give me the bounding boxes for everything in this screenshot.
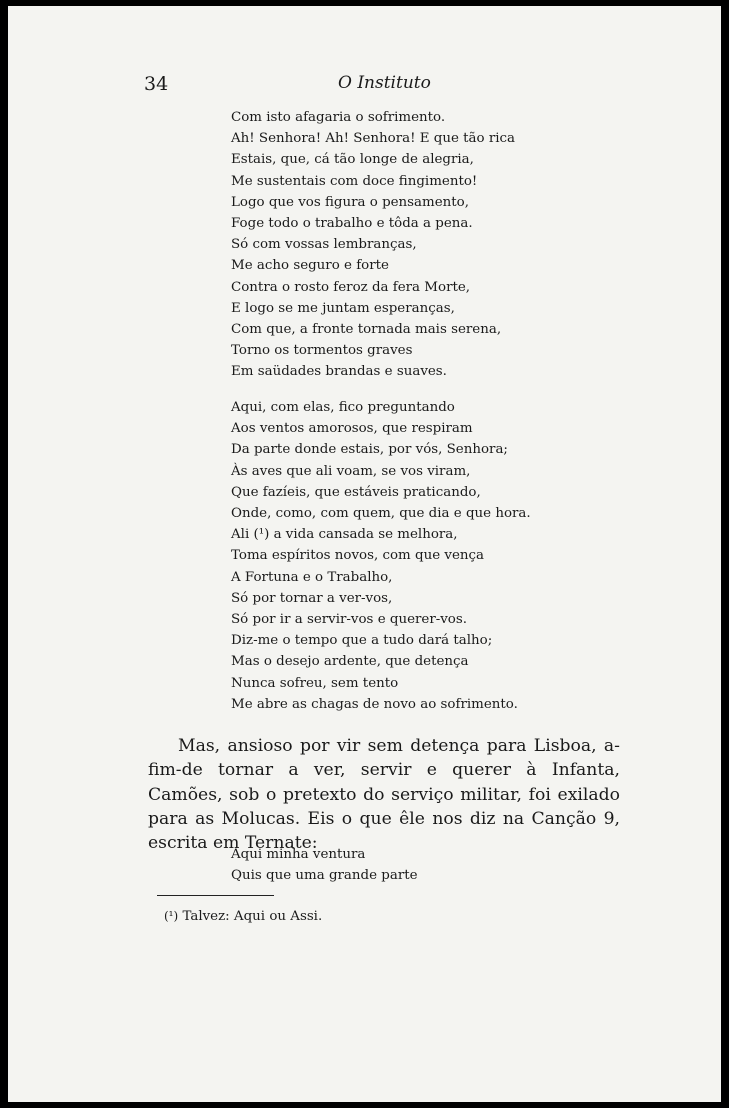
poem-line: Logo que vos figura o pensamento,	[231, 194, 469, 210]
poem-line: Só com vossas lembranças,	[231, 237, 417, 253]
footnote-divider	[157, 895, 274, 896]
footnote	[164, 906, 322, 927]
poem-line: Me acho seguro e forte	[231, 258, 389, 274]
poem-line: Me abre as chagas de novo ao sofrimento.	[231, 696, 518, 712]
poem-line: Me sustentais com doce fingimento!	[231, 173, 478, 189]
poem-line: Aqui, com elas, fico preguntando	[231, 400, 455, 415]
poem-line: A Fortuna e o Trabalho,	[231, 569, 393, 585]
poem-line: Com que, a fronte tornada mais serena,	[231, 322, 502, 338]
poem-line: Aos ventos amorosos, que respiram	[231, 421, 473, 437]
running-title: O Instituto	[338, 73, 431, 93]
poem-line: Da parte donde estais, por vós, Senhora;	[231, 442, 508, 458]
poem-line: Mas o desejo ardente, que detença	[231, 654, 469, 670]
poem-line: Diz-me o tempo que a tudo dará talho;	[231, 633, 493, 649]
page-number: 34	[144, 73, 169, 95]
poem-line: Só por tornar a ver-vos,	[231, 590, 393, 606]
poem-line: Quis que uma grande parte	[231, 868, 418, 884]
footnote-text: Talvez: Aqui ou Assi.	[182, 909, 323, 924]
prose-paragraph: Mas, ansioso por vir sem detença para Lisboa, a-fim-de tornar a ver, servir e querer à Infanta, Camões, sob o pretexto do serviço militar, foi exilado para as Molucas. Eis o que êle nos diz na Canção 9, escrita em Ternate:	[148, 736, 620, 854]
poem-line: Ah! Senhora! Ah! Senhora! E que tão rica	[231, 131, 515, 147]
poem-stanza-1	[231, 107, 515, 383]
poem-line: Só por ir a servir-vos e querer-vos.	[231, 612, 467, 628]
poem-stanza-2	[231, 397, 531, 715]
poem-line: Nunca sofreu, sem tento	[231, 675, 399, 691]
poem-line: Contra o rosto feroz da fera Morte,	[231, 279, 471, 295]
poem-line: Que fazíeis, que estáveis praticando,	[231, 484, 481, 500]
poem-line: Em saüdades brandas e suaves.	[231, 364, 447, 380]
poem-line: Estais, que, cá tão longe de alegria,	[231, 152, 474, 168]
poem-line: Aqui minha ventura	[231, 847, 366, 862]
footnote-marker: (¹)	[164, 909, 179, 923]
poem-line: Onde, como, com quem, que dia e que hora.	[231, 506, 531, 522]
poem-line: Às aves que ali voam, se vos viram,	[231, 463, 471, 479]
poem-line: E logo se me juntam esperanças,	[231, 300, 455, 316]
poem-line: Com isto afagaria o sofrimento.	[231, 110, 446, 125]
poem-line: Foge todo o trabalho e tôda a pena.	[231, 216, 473, 232]
poem-line: Toma espíritos novos, com que vença	[231, 548, 484, 564]
poem-line: Torno os tormentos graves	[231, 343, 413, 359]
poem-line: Ali (¹) a vida cansada se melhora,	[231, 527, 458, 543]
book-page	[8, 6, 721, 1102]
poem-stanza-3	[231, 844, 418, 886]
